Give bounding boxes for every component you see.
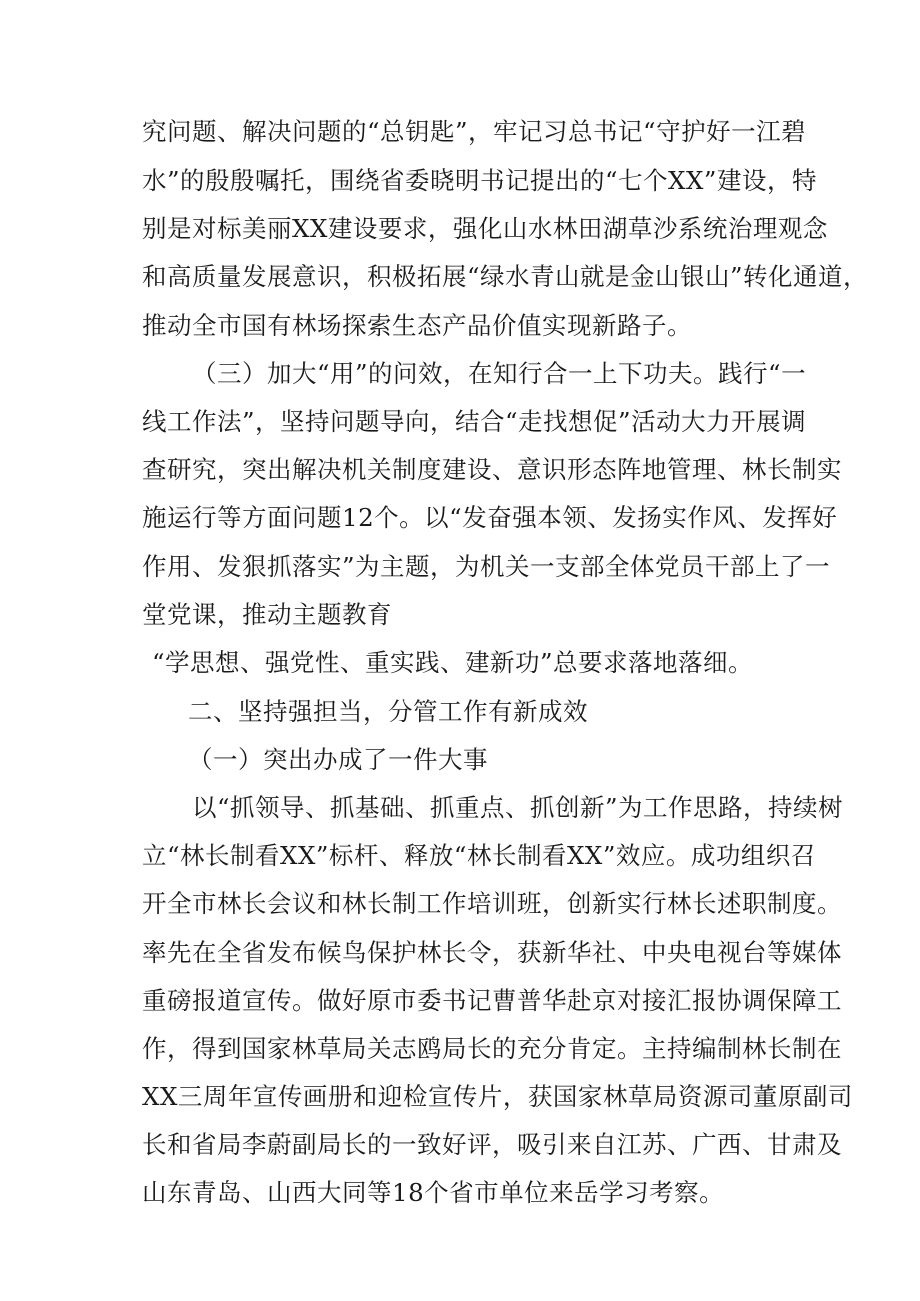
paragraph-3-line-8: 长和省局李蔚副局长的一致好评，吸引来自江苏、广西、甘肃及 bbox=[142, 1130, 842, 1159]
paragraph-1-line-5: 推动全市国有林场探索生态产品价值实现新路子。 bbox=[142, 311, 692, 340]
paragraph-3-line-2: 立“林长制看XX”标杆、释放“林长制看XX”效应。成功组织召 bbox=[142, 841, 816, 870]
paragraph-2-line-7: “学思想、强党性、重实践、建新功”总要求落地落细。 bbox=[152, 648, 754, 677]
paragraph-2-line-2: 线工作法”，坚持问题导向，结合“走找想促”活动大力开展调 bbox=[142, 407, 807, 436]
section-heading: 二、坚持强担当，分管工作有新成效 bbox=[188, 697, 588, 726]
paragraph-2-line-4: 施运行等方面问题12个。以“发奋强本领、发扬实作风、发挥好 bbox=[142, 503, 838, 532]
paragraph-1-line-3: 别是对标美丽XX建设要求，强化山水林田湖草沙系统治理观念 bbox=[142, 214, 828, 243]
paragraph-3-line-1: 以“抓领导、抓基础、抓重点、抓创新”为工作思路，持续树 bbox=[192, 793, 844, 822]
paragraph-3-line-4: 率先在全省发布候鸟保护林长令，获新华社、中央电视台等媒体 bbox=[142, 938, 842, 967]
paragraph-3-line-6: 作，得到国家林草局关志鸥局长的充分肯定。主持编制林长制在 bbox=[142, 1034, 842, 1063]
paragraph-3-line-9: 山东青岛、山西大同等18个省市单位来岳学习考察。 bbox=[142, 1178, 725, 1207]
paragraph-1-line-2: 水”的殷殷嘱托，围绕省委晓明书记提出的“七个XX”建设，特 bbox=[142, 166, 817, 195]
paragraph-2-line-1: （三）加大“用”的问效，在知行合一上下功夫。践行“一 bbox=[192, 359, 807, 388]
paragraph-2-line-5: 作用、发狠抓落实”为主题，为机关一支部全体党员干部上了一 bbox=[142, 552, 831, 581]
paragraph-1-line-4: 和高质量发展意识，积极拓展“绿水青山就是金山银山”转化通道， bbox=[142, 262, 869, 291]
paragraph-3-line-7: XX三周年宣传画册和迎检宣传片，获国家林草局资源司董原副司 bbox=[142, 1082, 853, 1111]
paragraph-2-line-3: 查研究，突出解决机关制度建设、意识形态阵地管理、林长制实 bbox=[142, 455, 842, 484]
paragraph-1-line-1: 究问题、解决问题的“总钥匙”，牢记习总书记“守护好一江碧 bbox=[142, 117, 807, 146]
subsection-heading: （一）突出办成了一件大事 bbox=[188, 745, 488, 774]
paragraph-3-line-3: 开全市林长会议和林长制工作培训班，创新实行林长述职制度。 bbox=[142, 889, 842, 918]
paragraph-3-line-5: 重磅报道宣传。做好原市委书记曹普华赴京对接汇报协调保障工 bbox=[142, 986, 842, 1015]
paragraph-2-line-6: 堂党课，推动主题教育 bbox=[142, 600, 392, 629]
